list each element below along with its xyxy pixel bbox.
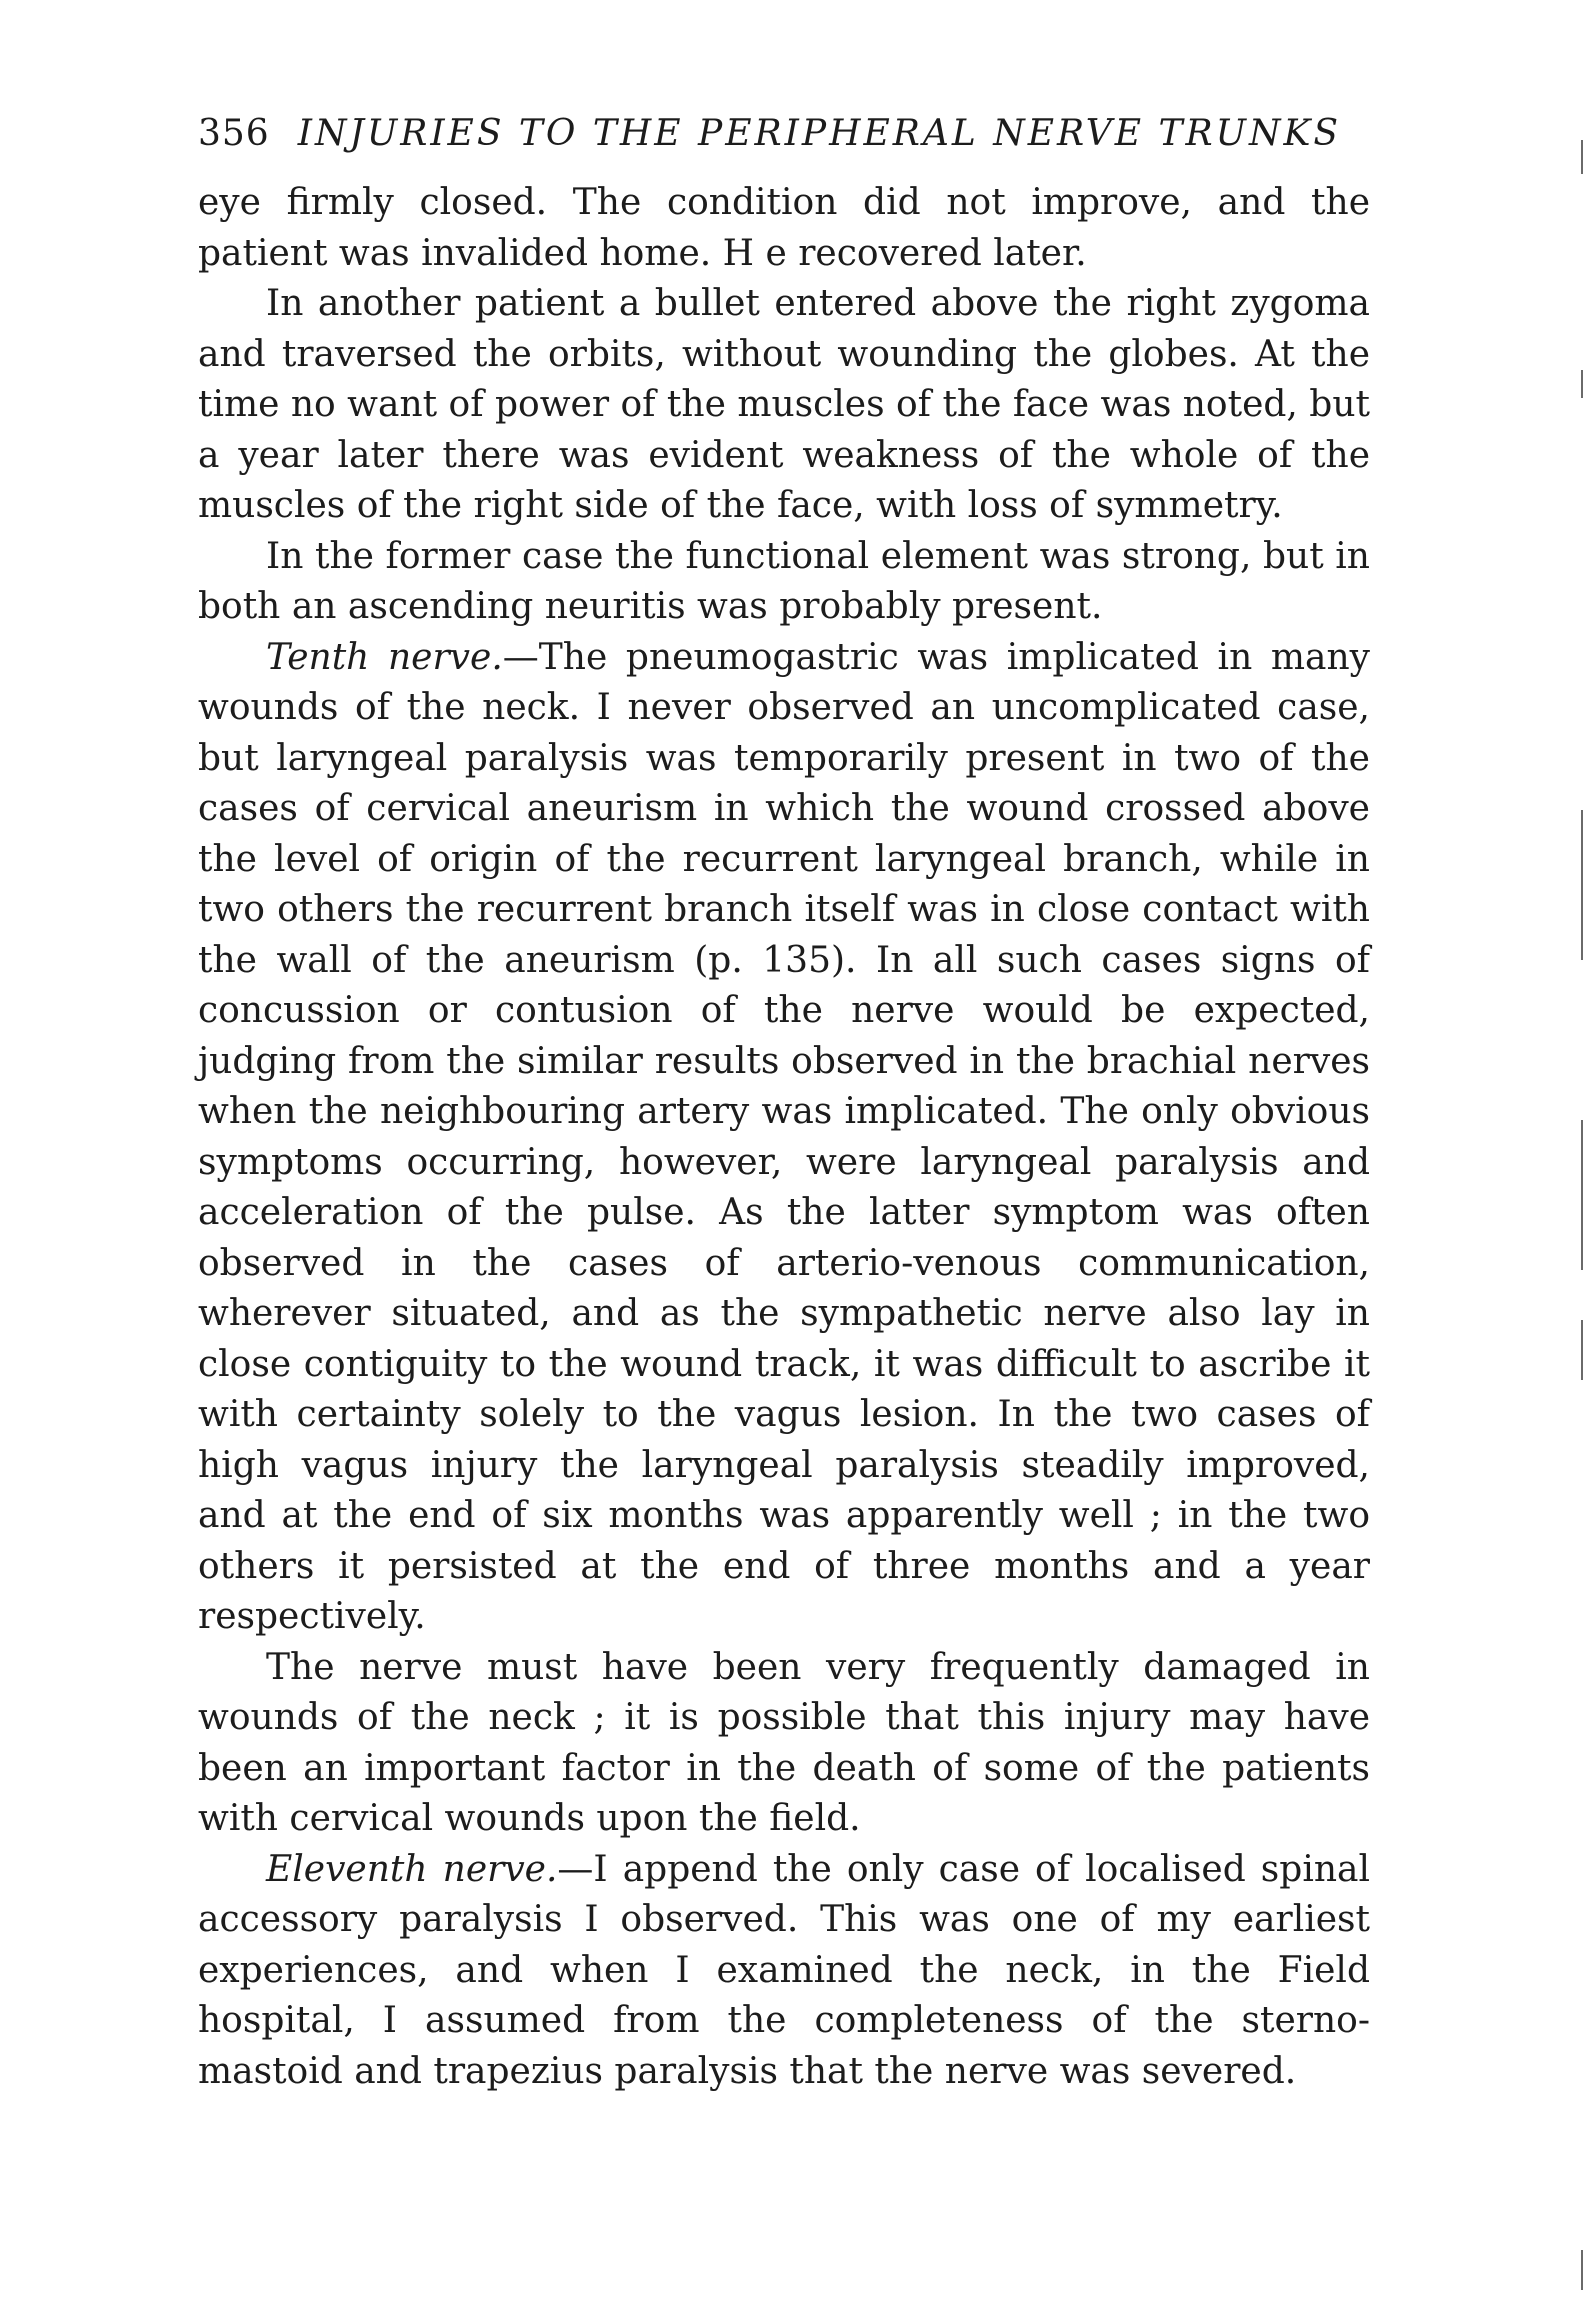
section-lead-eleventh-nerve: Eleventh nerve. bbox=[266, 1848, 558, 1890]
running-header bbox=[198, 112, 1370, 156]
paragraph: In another patient a bullet entered above the right zygoma and traversed the orbits, without wounding the globes. At the time no want of power of the muscles of the face was noted, but a year later there was evident weakness of the whole of the muscles of the right side of the face, with loss of symmetry. bbox=[198, 283, 1371, 526]
page-number: 356 bbox=[198, 113, 270, 154]
paragraph: The nerve must have been very frequently damaged in wounds of the neck ; it is possible that this injury may have been an important factor in the death of some of the patients with cervical wounds upon the field. bbox=[198, 1646, 1370, 1839]
scan-artifact bbox=[1581, 370, 1583, 398]
paragraph-eleventh-nerve: Eleventh nerve.—I append the only case of localised spinal accessory paralysis I observed. This was one of my earliest experiences, and when I examined the neck, in the Field hospital, I assumed from the completeness of the sternomastoid and trapezius paralysis that the nerve was severed. bbox=[198, 1848, 1371, 2092]
paragraph-tenth-nerve: Tenth nerve.—The pneumogastric was implicated in many wounds of the neck. I never observed an uncomplicated case, but laryngeal paralysis was temporarily present in two of the cases of cervical aneurism in which the wound crossed above the level of origin of the recurrent laryngeal branch, while in two others the recurrent branch itself was in close contact with the wall of the aneurism (p. 135). In all such cases signs of concussion or contusion of the nerve would be expected, judging from the similar results observed in the brachial nerves when the neighbouring artery was implicated. The only obvious symptoms occurring, however, were laryngeal paralysis and acceleration of the pulse. As the latter symptom was often observed in the cases of arterio-venous communication, wherever situated, and as the sympathetic nerve also lay in close contiguity to the wound track, it was difficult to ascribe it with certainty solely to the vagus lesion. In the two cases of high vagus injury the laryngeal paralysis steadily improved, and at the end of six months was apparently well ; in the two others it persisted at the end of three months and a year respectively. bbox=[198, 636, 1371, 1637]
paragraph: eye firmly closed. The condition did not improve, and the patient was invalided home. H e recovered later. bbox=[198, 182, 1370, 274]
section-lead-tenth-nerve: Tenth nerve. bbox=[266, 636, 503, 678]
scan-artifact bbox=[1581, 810, 1583, 960]
running-title: INJURIES TO THE PERIPHERAL NERVE TRUNKS bbox=[297, 113, 1342, 154]
scan-artifact bbox=[1581, 140, 1583, 174]
paragraph: In the former case the functional element was strong, but in both an ascending neuritis was probably present. bbox=[198, 535, 1370, 627]
scan-artifact bbox=[1581, 1320, 1583, 1380]
scan-artifact bbox=[1581, 2250, 1583, 2290]
body-text bbox=[198, 178, 1370, 2097]
scan-artifact bbox=[1581, 1120, 1583, 1270]
book-page bbox=[198, 112, 1370, 2097]
